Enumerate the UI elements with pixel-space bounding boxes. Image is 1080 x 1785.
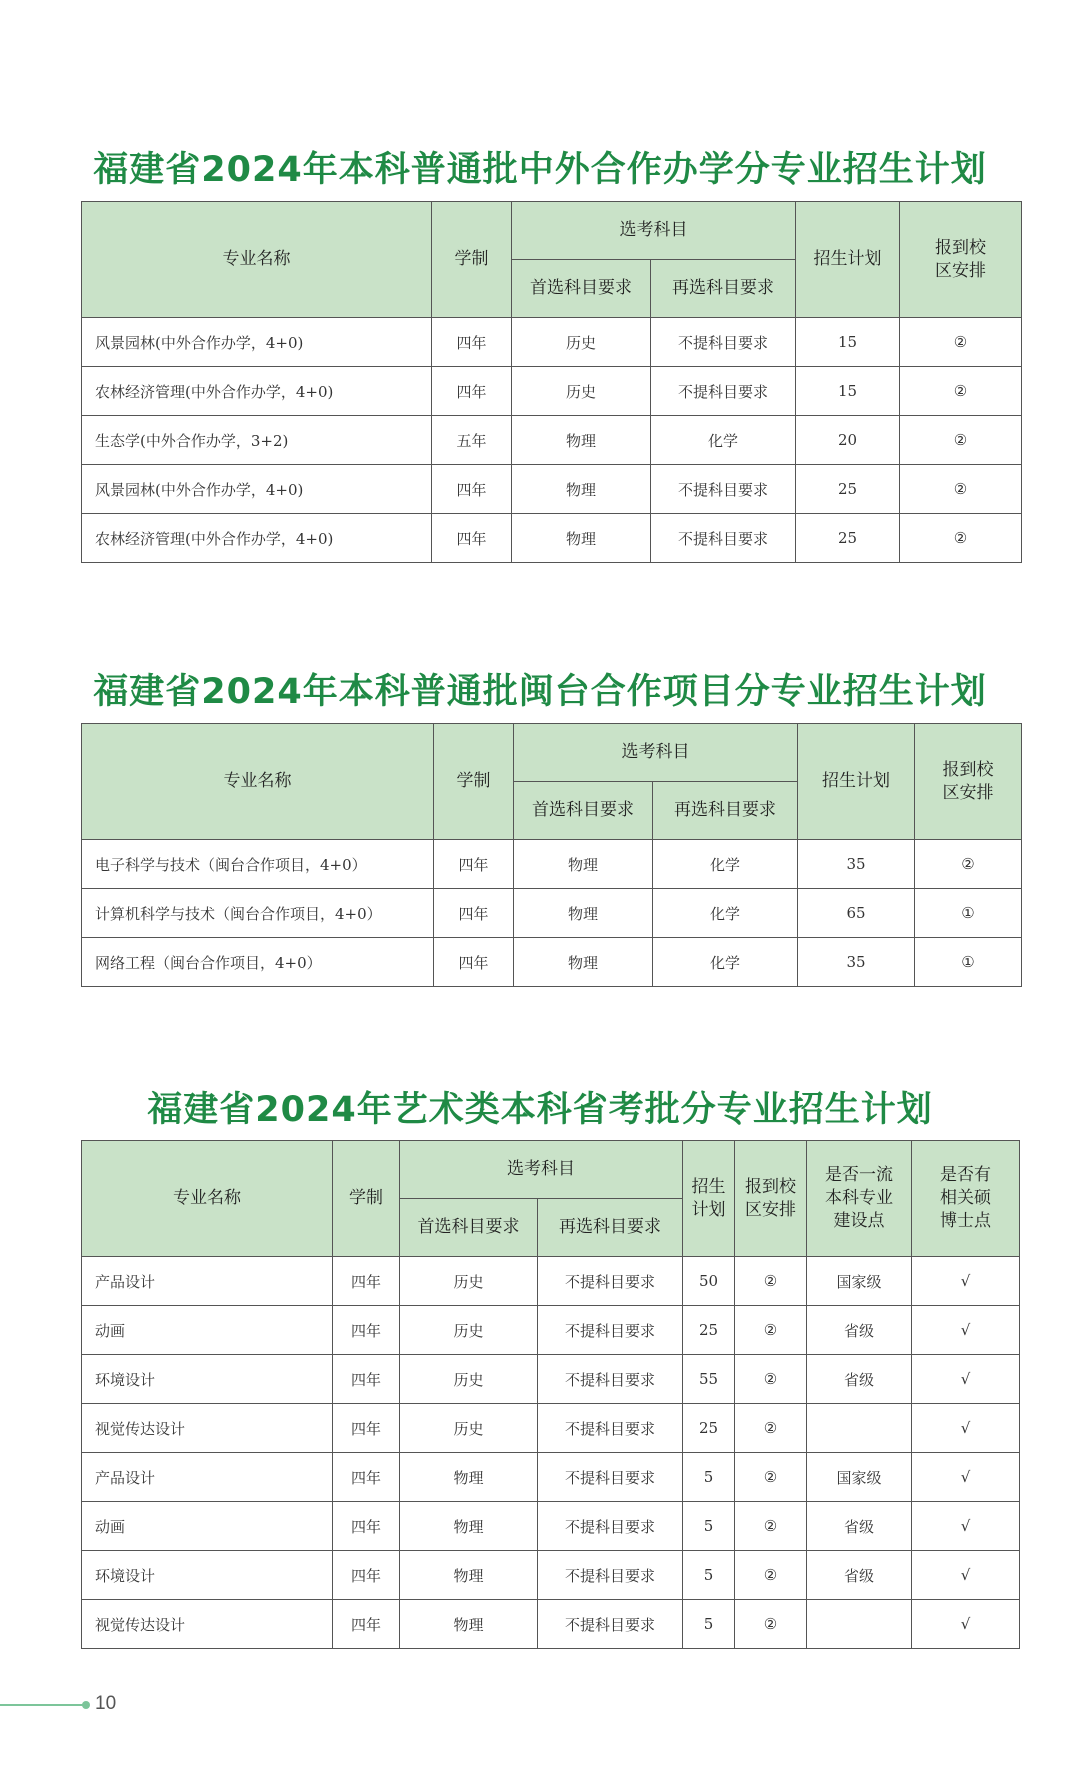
major-name: 风景园林(中外合作办学，4+0)	[82, 318, 432, 367]
table-row	[82, 840, 1022, 889]
first-subject: 物理	[514, 889, 653, 938]
campus: ①	[915, 938, 1022, 987]
major-name: 动画	[82, 1502, 333, 1551]
first-class-level: 省级	[807, 1306, 912, 1355]
table-row	[82, 1257, 1020, 1306]
campus: ②	[735, 1600, 807, 1649]
header-duration: 学制	[432, 202, 512, 318]
header-campus: 报到校区安排	[915, 724, 1022, 840]
campus: ②	[735, 1502, 807, 1551]
major-name: 生态学(中外合作办学，3+2)	[82, 416, 432, 465]
table-row	[82, 416, 1022, 465]
header-second-subject: 再选科目要求	[653, 782, 798, 840]
first-subject: 物理	[512, 465, 651, 514]
duration: 四年	[432, 514, 512, 563]
table2-fujian-taiwan-plan	[81, 723, 1022, 987]
first-subject: 历史	[400, 1404, 538, 1453]
major-name: 产品设计	[82, 1257, 333, 1306]
first-subject: 物理	[400, 1551, 538, 1600]
table-row	[82, 1600, 1020, 1649]
table-row	[82, 514, 1022, 563]
major-name: 视觉传达设计	[82, 1600, 333, 1649]
duration: 四年	[434, 938, 514, 987]
header-first-subject: 首选科目要求	[512, 260, 651, 318]
campus: ②	[735, 1453, 807, 1502]
enrollment-plan: 25	[683, 1404, 735, 1453]
table-row	[82, 1551, 1020, 1600]
phd-check: √	[912, 1551, 1020, 1600]
enrollment-plan: 25	[683, 1306, 735, 1355]
phd-check: √	[912, 1502, 1020, 1551]
first-subject: 历史	[400, 1355, 538, 1404]
major-name: 农林经济管理(中外合作办学，4+0)	[82, 367, 432, 416]
header-first-class-major: 是否一流本科专业建设点	[807, 1141, 912, 1257]
major-name: 产品设计	[82, 1453, 333, 1502]
header-first-subject: 首选科目要求	[400, 1199, 538, 1257]
header-second-subject: 再选科目要求	[538, 1199, 683, 1257]
enrollment-plan: 15	[796, 318, 900, 367]
table3-title: 福建省2024年艺术类本科省考批分专业招生计划	[147, 1090, 933, 1130]
second-subject: 化学	[653, 840, 798, 889]
first-subject: 物理	[514, 840, 653, 889]
phd-check: √	[912, 1600, 1020, 1649]
enrollment-plan: 5	[683, 1502, 735, 1551]
major-name: 风景园林(中外合作办学，4+0)	[82, 465, 432, 514]
first-class-level: 国家级	[807, 1257, 912, 1306]
second-subject: 不提科目要求	[651, 514, 796, 563]
second-subject: 不提科目要求	[538, 1551, 683, 1600]
header-duration: 学制	[434, 724, 514, 840]
footer-dot	[82, 1701, 90, 1709]
first-subject: 物理	[400, 1600, 538, 1649]
major-name: 网络工程（闽台合作项目，4+0）	[82, 938, 434, 987]
table-row	[82, 465, 1022, 514]
campus: ②	[900, 416, 1022, 465]
second-subject: 不提科目要求	[538, 1502, 683, 1551]
phd-check: √	[912, 1453, 1020, 1502]
table-row	[82, 1355, 1020, 1404]
duration: 四年	[333, 1551, 400, 1600]
header-elective-subjects: 选考科目	[512, 202, 796, 260]
header-enrollment-plan: 招生计划	[798, 724, 915, 840]
enrollment-plan: 5	[683, 1453, 735, 1502]
second-subject: 不提科目要求	[538, 1453, 683, 1502]
second-subject: 不提科目要求	[538, 1306, 683, 1355]
second-subject: 化学	[651, 416, 796, 465]
table-row	[82, 889, 1022, 938]
footer-divider	[0, 1704, 84, 1706]
second-subject: 不提科目要求	[538, 1404, 683, 1453]
major-name: 电子科学与技术（闽台合作项目，4+0）	[82, 840, 434, 889]
campus: ②	[735, 1551, 807, 1600]
table1-sino-foreign-plan	[81, 201, 1022, 563]
table-row	[82, 1502, 1020, 1551]
first-subject: 物理	[514, 938, 653, 987]
table3-arts-plan	[81, 1140, 1020, 1649]
enrollment-plan: 55	[683, 1355, 735, 1404]
first-subject: 物理	[512, 416, 651, 465]
phd-check: √	[912, 1306, 1020, 1355]
header-campus: 报到校区安排	[735, 1141, 807, 1257]
enrollment-plan: 5	[683, 1600, 735, 1649]
phd-check: √	[912, 1355, 1020, 1404]
first-class-level	[807, 1404, 912, 1453]
enrollment-plan: 65	[798, 889, 915, 938]
header-campus: 报到校区安排	[900, 202, 1022, 318]
duration: 四年	[333, 1502, 400, 1551]
enrollment-plan: 50	[683, 1257, 735, 1306]
table-row	[82, 938, 1022, 987]
duration: 四年	[333, 1355, 400, 1404]
major-name: 动画	[82, 1306, 333, 1355]
enrollment-plan: 25	[796, 465, 900, 514]
campus: ②	[900, 514, 1022, 563]
enrollment-plan: 35	[798, 840, 915, 889]
duration: 四年	[432, 318, 512, 367]
duration: 五年	[432, 416, 512, 465]
page-number: 10	[95, 1693, 117, 1714]
enrollment-plan: 20	[796, 416, 900, 465]
header-second-subject: 再选科目要求	[651, 260, 796, 318]
header-major-name: 专业名称	[82, 202, 432, 318]
table-row	[82, 367, 1022, 416]
enrollment-plan: 25	[796, 514, 900, 563]
duration: 四年	[434, 889, 514, 938]
header-duration: 学制	[333, 1141, 400, 1257]
table-row	[82, 1306, 1020, 1355]
campus: ②	[735, 1404, 807, 1453]
campus: ②	[900, 465, 1022, 514]
header-first-subject: 首选科目要求	[514, 782, 653, 840]
second-subject: 不提科目要求	[651, 465, 796, 514]
header-elective-subjects: 选考科目	[514, 724, 798, 782]
first-subject: 物理	[512, 514, 651, 563]
second-subject: 不提科目要求	[538, 1600, 683, 1649]
first-subject: 物理	[400, 1502, 538, 1551]
campus: ②	[735, 1355, 807, 1404]
header-major-name: 专业名称	[82, 1141, 333, 1257]
second-subject: 不提科目要求	[651, 318, 796, 367]
first-class-level: 省级	[807, 1502, 912, 1551]
header-phd-program: 是否有相关硕博士点	[912, 1141, 1020, 1257]
header-major-name: 专业名称	[82, 724, 434, 840]
table-row	[82, 318, 1022, 367]
header-enrollment-plan: 招生计划	[683, 1141, 735, 1257]
major-name: 农林经济管理(中外合作办学，4+0)	[82, 514, 432, 563]
first-subject: 历史	[512, 318, 651, 367]
first-class-level: 省级	[807, 1355, 912, 1404]
enrollment-plan: 35	[798, 938, 915, 987]
table-row	[82, 1453, 1020, 1502]
table-row	[82, 1404, 1020, 1453]
duration: 四年	[333, 1306, 400, 1355]
table2-title: 福建省2024年本科普通批闽台合作项目分专业招生计划	[93, 672, 987, 712]
enrollment-plan: 15	[796, 367, 900, 416]
header-elective-subjects: 选考科目	[400, 1141, 683, 1199]
campus: ①	[915, 889, 1022, 938]
first-subject: 历史	[512, 367, 651, 416]
enrollment-plan: 5	[683, 1551, 735, 1600]
first-class-level: 省级	[807, 1551, 912, 1600]
first-subject: 历史	[400, 1306, 538, 1355]
campus: ②	[900, 367, 1022, 416]
duration: 四年	[333, 1257, 400, 1306]
second-subject: 化学	[653, 938, 798, 987]
duration: 四年	[333, 1404, 400, 1453]
duration: 四年	[333, 1453, 400, 1502]
second-subject: 不提科目要求	[651, 367, 796, 416]
major-name: 计算机科学与技术（闽台合作项目，4+0）	[82, 889, 434, 938]
second-subject: 不提科目要求	[538, 1355, 683, 1404]
campus: ②	[735, 1257, 807, 1306]
duration: 四年	[432, 465, 512, 514]
major-name: 视觉传达设计	[82, 1404, 333, 1453]
first-subject: 物理	[400, 1453, 538, 1502]
first-class-level: 国家级	[807, 1453, 912, 1502]
phd-check: √	[912, 1404, 1020, 1453]
campus: ②	[915, 840, 1022, 889]
duration: 四年	[333, 1600, 400, 1649]
campus: ②	[735, 1306, 807, 1355]
campus: ②	[900, 318, 1022, 367]
first-class-level	[807, 1600, 912, 1649]
duration: 四年	[434, 840, 514, 889]
second-subject: 化学	[653, 889, 798, 938]
duration: 四年	[432, 367, 512, 416]
first-subject: 历史	[400, 1257, 538, 1306]
major-name: 环境设计	[82, 1355, 333, 1404]
second-subject: 不提科目要求	[538, 1257, 683, 1306]
header-enrollment-plan: 招生计划	[796, 202, 900, 318]
major-name: 环境设计	[82, 1551, 333, 1600]
table1-title: 福建省2024年本科普通批中外合作办学分专业招生计划	[93, 150, 987, 190]
phd-check: √	[912, 1257, 1020, 1306]
